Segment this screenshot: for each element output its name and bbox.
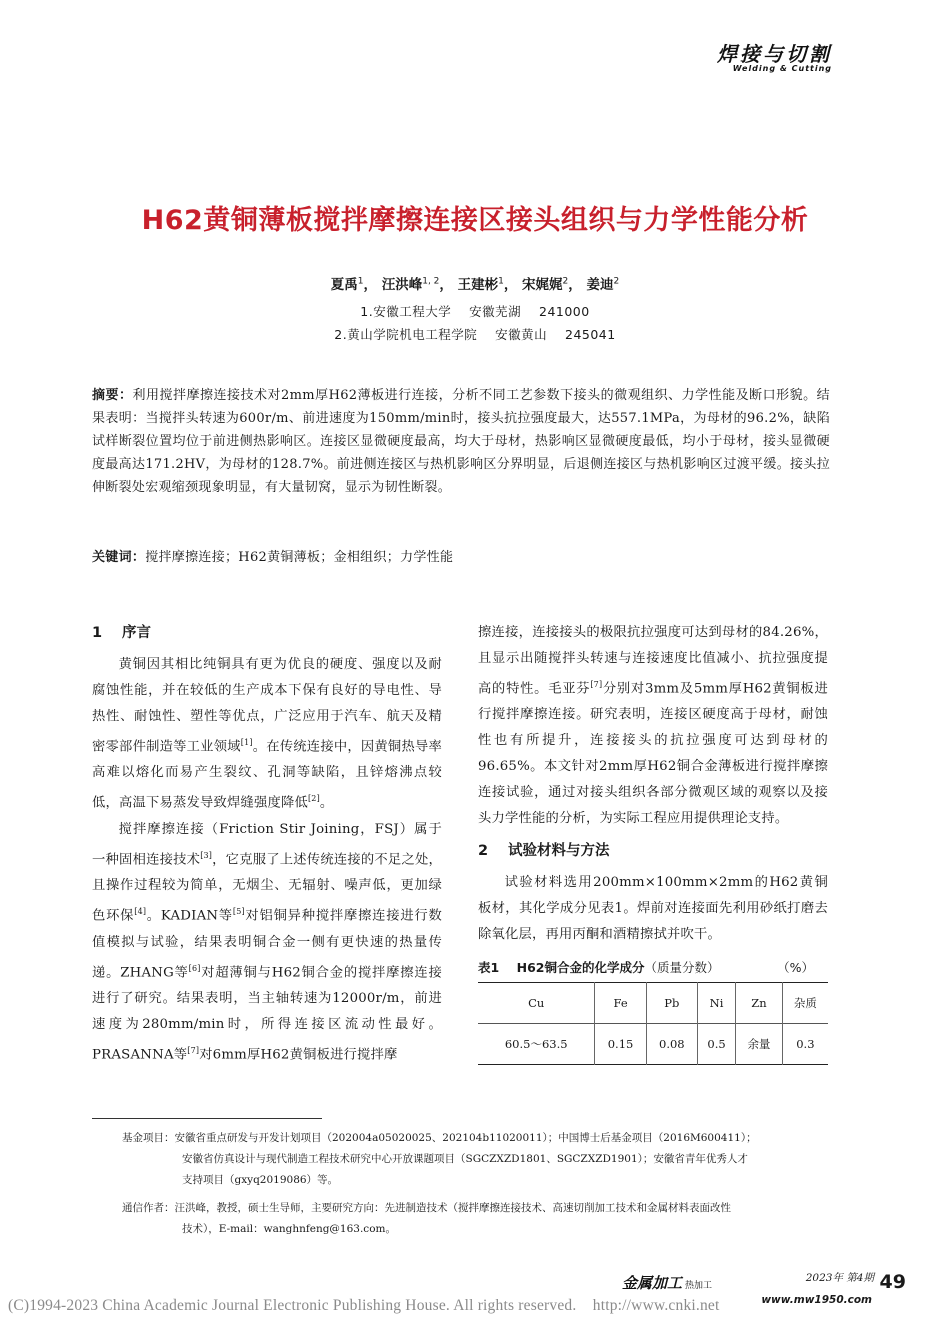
cnki-watermark: (C)1994-2023 China Academic Journal Electronic Publishing House. All rights reserved. http://www.cnki.net: [8, 1297, 720, 1314]
table-caption: 表1 H62铜合金的化学成分（质量分数） （%）: [478, 956, 828, 980]
keywords: [92, 546, 453, 565]
author: 夏禹$^1$，: [330, 276, 378, 293]
table-header-row: [478, 983, 828, 1024]
citation[interactable]: [5]: [232, 907, 245, 917]
table-header-cell: Fe: [595, 983, 646, 1024]
table-header-cell: Ni: [697, 983, 735, 1024]
affiliation-2: 2.黄山学院机电工程学院 安徽黄山 245041: [334, 327, 616, 342]
journal-logo: 金属加工 热加工: [622, 1274, 713, 1292]
table-header-cell: Pb: [646, 983, 697, 1024]
issue-label: 2023年 第4期: [805, 1272, 874, 1284]
affiliation-1: 1.安徽工程大学 安徽芜湖 241000: [360, 304, 590, 319]
citation[interactable]: [1]: [240, 738, 253, 747]
journal-section-title: 焊接与切割: [717, 42, 832, 66]
author: 宋娓娓$^2$，: [522, 276, 582, 293]
author-list: [0, 273, 950, 293]
table-row: [478, 1024, 828, 1065]
table-cell: 60.5～63.5: [504, 1037, 568, 1052]
journal-section-subtitle: Welding & Cutting: [732, 64, 832, 73]
table-cell: 0.5: [697, 1024, 735, 1065]
table-header-cell: 杂质: [782, 983, 828, 1024]
table-cell: 0.15: [595, 1024, 646, 1065]
section-heading-intro: 1 序言: [92, 625, 151, 641]
corresponding-label: 通信作者：: [122, 1202, 175, 1214]
table-header-cell: Cu: [528, 996, 545, 1011]
journal-url[interactable]: www.mw1950.com: [761, 1294, 872, 1306]
citation[interactable]: [7]: [187, 1046, 200, 1056]
citation[interactable]: [4]: [134, 907, 147, 917]
author: 王建彬$^1$，: [457, 276, 518, 293]
funding-label: 基金项目：: [122, 1132, 175, 1144]
abstract: [92, 384, 830, 499]
paragraph: 试验材料选用200mm×100mm×2mm的H62黄铜板材，其化学成分见表1。焊前对连接面先利用砂纸打磨去除氧化层，再用丙酮和酒精擦拭并吹干。: [478, 875, 828, 943]
table-header-cell: Zn: [736, 983, 783, 1024]
right-column: [478, 620, 828, 1065]
paragraph: 黄铜因其相比纯铜具有更为优良的硬度、强度以及耐腐蚀性能，并在较低的生产成本下保有良好的导电性、导热性、耐蚀性、塑性等优点，广泛应用于汽车、航天及精密零部件制造等工业领域[1]。在传统连接中，因黄铜热导率高难以熔化而易产生裂纹、孔洞等缺陷，且锌熔沸点较低，高温下易蒸发导致焊缝强度降低[2]。: [92, 657, 442, 811]
paper-title: H62黄铜薄板搅拌摩擦连接区接头组织与力学性能分析: [141, 205, 809, 236]
citation[interactable]: [7]: [590, 680, 603, 689]
author: 汪洪峰$^{1, 2}$，: [381, 276, 453, 293]
citation[interactable]: [6]: [188, 963, 201, 973]
citation[interactable]: [3]: [200, 850, 213, 860]
corresponding-author-footnote: 通信作者：汪洪峰，教授，硕士生导师，主要研究方向：先进制造技术（搅拌摩擦连接技术、高速切削加工技术和金属材料表面改性 技术），E-mail：wanghnfeng@163.com。: [122, 1202, 731, 1235]
section-heading-materials: 2 试验材料与方法: [478, 843, 610, 860]
table-unit: （%）: [777, 960, 814, 976]
citation[interactable]: [2]: [307, 794, 320, 804]
abstract-text: 利用搅拌摩擦连接技术对2mm厚H62薄板进行连接，分析不同工艺参数下接头的微观组织、力学性能及断口形貌。结果表明：当搅拌头转速为600r/m、前进速度为150mm/min时，接头抗拉强度最大，达557.1MPa，为母材的96.2%，缺陷试样断裂位置均位于前进侧热影响区。连接区显微硬度最高，均大于母材，热影响区显微硬度最低，均小于母材，接头显微硬度最高达171.2HV，为母材的128.7%。前进侧连接区与热机影响区分界明显，后退侧连接区与热机影响区过渡平缓。接头拉伸断裂处宏观缩颈现象明显，有大量韧窝，显示为韧性断裂。: [92, 388, 830, 495]
abstract-label: 摘要：: [92, 388, 133, 403]
page-number: 49: [879, 1271, 906, 1293]
paragraph: 搅拌摩擦连接（Friction Stir Joining，FSJ）属于一种固相连接技术[3]，它克服了上述传统连接的不足之处，且操作过程较为简单，无烟尘、无辐射、噪声低，更加绿色环保[4]。KADIAN等[5]对铝铜异种搅拌摩擦连接进行数值模拟与试验，结果表明铜合金一侧有更快速的热量传递。ZHANG等[6]对超薄铜与H62铜合金的搅拌摩擦连接进行了研究。结果表明，当主轴转速为12000r/m，前进速度为280mm/min时，所得连接区流动性最好。PRASANNA等[7]对6mm厚H62黄铜板进行搅拌摩: [92, 821, 442, 1063]
keywords-label: 关键词：: [92, 550, 146, 565]
footnote-divider: [92, 1118, 322, 1119]
left-column: [92, 620, 442, 1069]
table-cell: 0.08: [646, 1024, 697, 1065]
composition-table: [478, 982, 828, 1065]
paragraph: 擦连接，连接接头的极限抗拉强度可达到母材的84.26%，且显示出随搅拌头转速与连接速度比值减小、抗拉强度提高的特性。毛亚芬[7]分别对3mm及5mm厚H62黄铜板进行搅拌摩擦连接。研究表明，连接区硬度高于母材，耐蚀性也有所提升，连接接头的抗拉强度可达到母材的96.65%。本文针对2mm厚H62铜合金薄板进行搅拌摩擦连接试验，通过对接头组织各部分微观区域的观察以及接头力学性能的分析，为实际工程应用提供理论支持。: [478, 625, 828, 827]
table-cell: 0.3: [782, 1024, 828, 1065]
funding-footnote: 基金项目：安徽省重点研发与开发计划项目（202004a05020025、202104b11020011）；中国博士后基金项目（2016M600411）； 安徽省仿真设计与现代制造工程技术研究中心开放课题项目（SGCZXZD1801、SGCZXZD1901）；安徽省青年优秀人才 支持项目（gxyq2019086）等。: [122, 1132, 757, 1186]
keywords-text: 搅拌摩擦连接；H62黄铜薄板；金相组织；力学性能: [145, 550, 454, 565]
author: 姜迪$^2$: [586, 276, 620, 293]
table-cell: 余量: [736, 1024, 783, 1065]
